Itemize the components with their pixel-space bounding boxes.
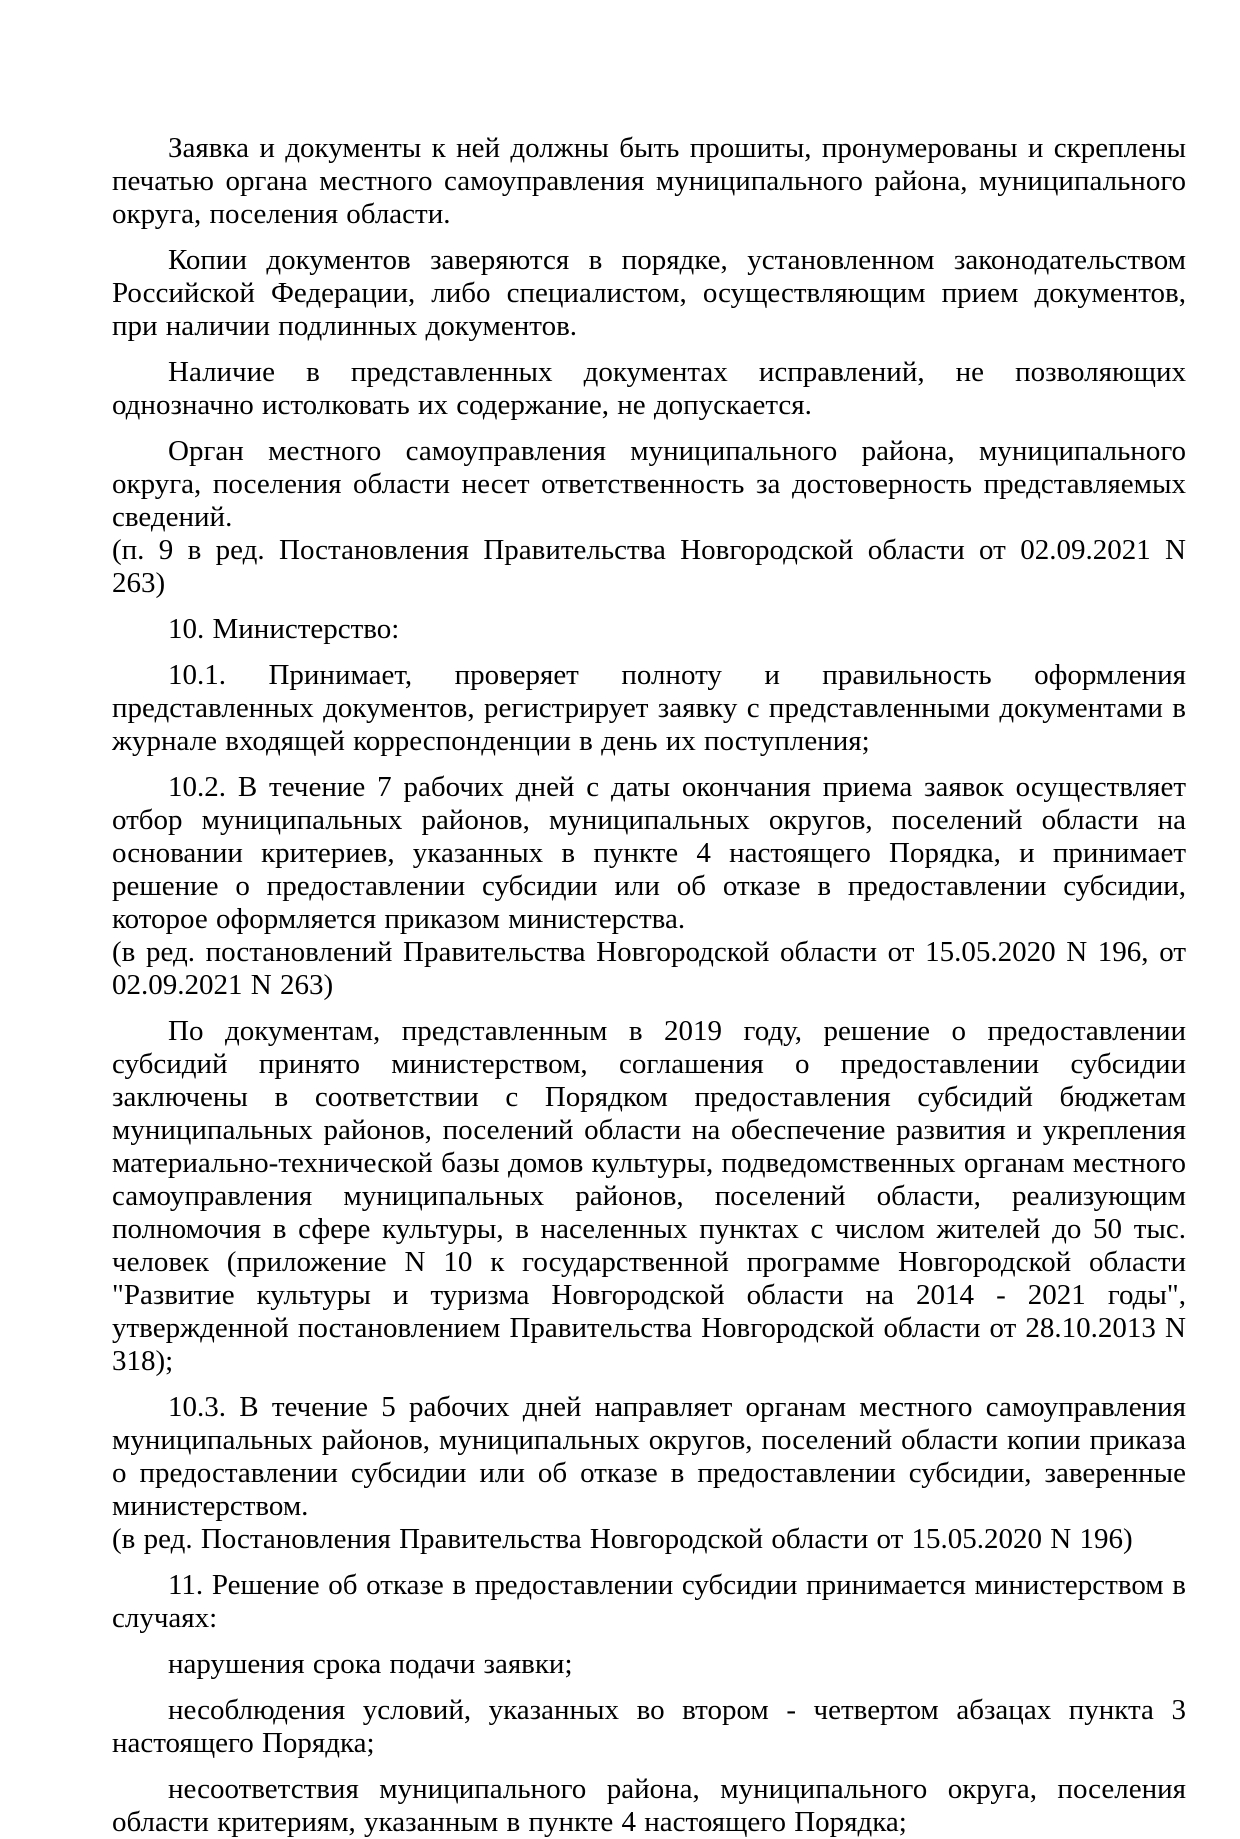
paragraph: 10.2. В течение 7 рабочих дней с даты окончания приема заявок осуществляет отбор муниципальных районов, муниципальных округов, поселений области на основании критериев, указанных в пункте 4 настоящего Порядка, и принимает решение о предоставлении субсидии или об отказе в предоставлении субсидии, которое оформляется приказом министерства. bbox=[112, 771, 1186, 935]
section-heading: 11. Решение об отказе в предоставлении субсидии принимается министерством в случаях: bbox=[112, 1569, 1186, 1634]
paragraph: Копии документов заверяются в порядке, установленном законодательством Российской Федерации, либо специалистом, осуществляющим прием документов, при наличии подлинных документов. bbox=[112, 244, 1186, 342]
paragraph: 10.3. В течение 5 рабочих дней направляет органам местного самоуправления муниципальных районов, муниципальных округов, поселений области копии приказа о предоставлении субсидии или об отказе в предоставлении субсидии, заверенные министерством. bbox=[112, 1391, 1186, 1522]
paragraph: 10.1. Принимает, проверяет полноту и правильность оформления представленных документов, регистрирует заявку с представленными документами в журнале входящей корреспонденции в день их поступления; bbox=[112, 659, 1186, 757]
amendment-note: (в ред. постановлений Правительства Новгородской области от 15.05.2020 N 196, от 02.09.2021 N 263) bbox=[112, 936, 1186, 1001]
paragraph: По документам, представленным в 2019 году, решение о предоставлении субсидий принято министерством, соглашения о предоставлении субсидии заключены в соответствии с Порядком предоставления субсидий бюджетам муниципальных районов, поселений области на обеспечение развития и укрепления материально-технической базы домов культуры, подведомственных органам местного самоуправления муниципальных районов, поселений области, реализующим полномочия в сфере культуры, в населенных пунктах с числом жителей до 50 тыс. человек (приложение N 10 к государственной программе Новгородской области "Развитие культуры и туризма Новгородской области на 2014 - 2021 годы", утвержденной постановлением Правительства Новгородской области от 28.10.2013 N 318); bbox=[112, 1015, 1186, 1377]
paragraph: несоответствия муниципального района, муниципального округа, поселения области критериям, указанным в пункте 4 настоящего Порядка; bbox=[112, 1773, 1186, 1838]
paragraph: Заявка и документы к ней должны быть прошиты, пронумерованы и скреплены печатью органа местного самоуправления муниципального района, муниципального округа, поселения области. bbox=[112, 132, 1186, 230]
amendment-note: (п. 9 в ред. Постановления Правительства Новгородской области от 02.09.2021 N 263) bbox=[112, 534, 1186, 599]
amendment-note: (в ред. Постановления Правительства Новгородской области от 15.05.2020 N 196) bbox=[112, 1523, 1133, 1555]
section-heading: 10. Министерство: bbox=[168, 613, 400, 645]
paragraph: Орган местного самоуправления муниципального района, муниципального округа, поселения области несет ответственность за достоверность представляемых сведений. bbox=[112, 435, 1186, 533]
paragraph: Наличие в представленных документах исправлений, не позволяющих однозначно истолковать их содержание, не допускается. bbox=[112, 356, 1186, 421]
paragraph: несоблюдения условий, указанных во втором - четвертом абзацах пункта 3 настоящего Порядка; bbox=[112, 1694, 1186, 1759]
paragraph: нарушения срока подачи заявки; bbox=[168, 1648, 573, 1680]
